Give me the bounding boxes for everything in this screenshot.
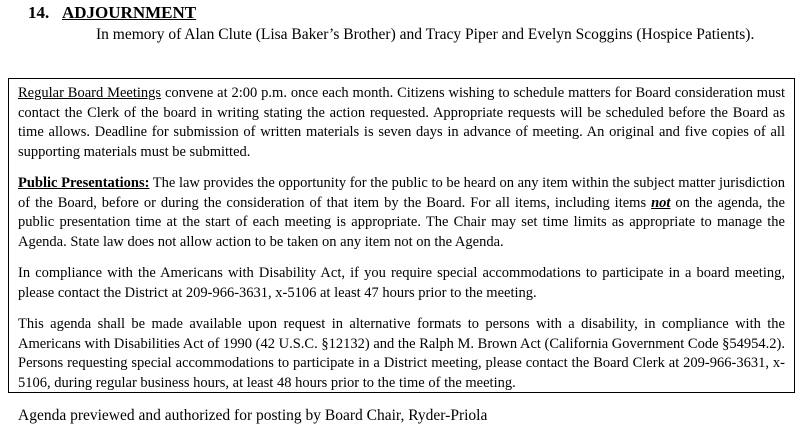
alternative-formats-paragraph: This agenda shall be made available upon request in alternative formats to persons with a disability, in compliance with the Americans with Disabilities Act of 1990 (42 U.S.C. §12132) and the Ralph M. Brown Act (California Government Code §54954.2). Persons requesting special accommodations to participate in a District meeting, please contact the Board Clerk at 209-966-3631, x-5106, during regular business hours, at least 48 hours prior to the time of the meeting. — [18, 316, 785, 391]
regular-meetings-paragraph — [18, 84, 785, 162]
public-presentations-body-end: on the agenda, the public presentation time at the start of each meeting is appropriate. The Chair may set time limits as appropriate to manage the Agenda. State law does not allow action to be taken on any item not on the Agenda. — [18, 194, 785, 250]
public-presentations-paragraph — [18, 174, 785, 252]
public-presentations-lead: Public Presentations: — [18, 175, 150, 191]
public-presentations-body-start: The law provides the opportunity for the public to be heard on any item within the subject matter jurisdiction of the Board, before or during the consideration of that item by the Board. For all items, including items — [18, 175, 786, 211]
public-notice-box — [8, 78, 795, 393]
section-heading — [28, 3, 196, 23]
regular-meetings-body: convene at 2:00 p.m. once each month. Citizens wishing to schedule matters for Board consideration must contact the Clerk of the board in writing stating the action requested. Appropriate requests will be scheduled before the Board as time allows. Deadline for submission of written materials is seven days in advance of meeting. An original and five copies of all supporting materials must be submitted. — [18, 85, 785, 160]
memorial-text: In memory of Alan Clute (Lisa Baker’s Brother) and Tracy Piper and Evelyn Scoggins (Hospice Patients). — [96, 26, 755, 43]
not-emphasis: not — [651, 194, 671, 211]
ada-compliance-paragraph: In compliance with the Americans with Disability Act, if you require special accommodations to participate in a board meeting, please contact the District at 209-966-3631, x-5106 at least 47 hours prior to the meeting. — [18, 265, 785, 301]
section-title: ADJOURNMENT — [62, 3, 197, 22]
regular-meetings-lead: Regular Board Meetings — [18, 85, 162, 101]
authorization-note: Agenda previewed and authorized for posting by Board Chair, Ryder-Priola — [18, 407, 488, 424]
section-number: 14. — [28, 3, 50, 22]
